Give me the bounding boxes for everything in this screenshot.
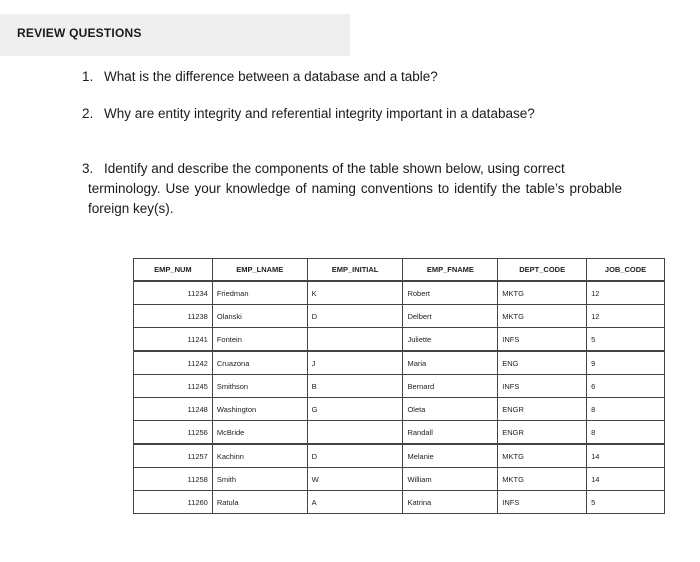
table-row: [134, 444, 665, 468]
table-cell: 12: [587, 281, 665, 305]
table-cell: [307, 328, 403, 352]
table-cell: MKTG: [498, 305, 587, 328]
table-cell: [307, 421, 403, 445]
table-cell: 5: [587, 491, 665, 514]
table-cell: Oleta: [403, 398, 498, 421]
table-cell: 11248: [134, 398, 213, 421]
table-cell: Maria: [403, 351, 498, 375]
table-cell: Fontein: [212, 328, 307, 352]
table-cell: D: [307, 305, 403, 328]
table-cell: MKTG: [498, 468, 587, 491]
table-row: [134, 491, 665, 514]
table-cell: 11257: [134, 444, 213, 468]
table-cell: 12: [587, 305, 665, 328]
column-header: EMP_FNAME: [403, 259, 498, 282]
table-cell: INFS: [498, 328, 587, 352]
question-1: [82, 67, 438, 87]
table-cell: Ratula: [212, 491, 307, 514]
table-row: [134, 351, 665, 375]
table-cell: Robert: [403, 281, 498, 305]
table-cell: G: [307, 398, 403, 421]
table-cell: 8: [587, 398, 665, 421]
table-cell: J: [307, 351, 403, 375]
table-cell: William: [403, 468, 498, 491]
table-cell: K: [307, 281, 403, 305]
table-cell: 5: [587, 328, 665, 352]
table-cell: 11241: [134, 328, 213, 352]
table-row: [134, 281, 665, 305]
table-cell: 11260: [134, 491, 213, 514]
table-row: [134, 375, 665, 398]
column-header: EMP_INITIAL: [307, 259, 403, 282]
table-cell: Smith: [212, 468, 307, 491]
table-header-row: [134, 259, 665, 282]
table-cell: INFS: [498, 375, 587, 398]
column-header: DEPT_CODE: [498, 259, 587, 282]
table-row: [134, 328, 665, 352]
table-cell: 14: [587, 468, 665, 491]
table-cell: Smithson: [212, 375, 307, 398]
table-cell: McBride: [212, 421, 307, 445]
table-row: [134, 421, 665, 445]
table-cell: INFS: [498, 491, 587, 514]
table-cell: Melanie: [403, 444, 498, 468]
question-number: 2.: [82, 106, 94, 121]
table-cell: W: [307, 468, 403, 491]
table-cell: ENG: [498, 351, 587, 375]
question-text-line1: 3. Identify and describe the components of the table shown below, using correct: [82, 159, 622, 179]
table-cell: Juliette: [403, 328, 498, 352]
question-text: What is the difference between a database and a table?: [104, 69, 438, 84]
column-header: EMP_NUM: [134, 259, 213, 282]
table-cell: B: [307, 375, 403, 398]
question-number: 1.: [82, 69, 94, 84]
table-cell: D: [307, 444, 403, 468]
table-cell: Katrina: [403, 491, 498, 514]
table-cell: 11242: [134, 351, 213, 375]
table-cell: 9: [587, 351, 665, 375]
table-cell: Cruazona: [212, 351, 307, 375]
table-cell: 11234: [134, 281, 213, 305]
table-cell: 11256: [134, 421, 213, 445]
table-cell: 8: [587, 421, 665, 445]
table-row: [134, 398, 665, 421]
table-cell: 11238: [134, 305, 213, 328]
table-cell: Kachinn: [212, 444, 307, 468]
table-cell: Delbert: [403, 305, 498, 328]
question-number: 3.: [82, 161, 94, 176]
table-cell: ENGR: [498, 421, 587, 445]
table-cell: 11258: [134, 468, 213, 491]
table-cell: ENGR: [498, 398, 587, 421]
table-cell: MKTG: [498, 444, 587, 468]
table-cell: Olanski: [212, 305, 307, 328]
table-cell: Friedman: [212, 281, 307, 305]
table-cell: A: [307, 491, 403, 514]
table-cell: Bernard: [403, 375, 498, 398]
table-cell: 11245: [134, 375, 213, 398]
column-header: JOB_CODE: [587, 259, 665, 282]
column-header: EMP_LNAME: [212, 259, 307, 282]
table-row: [134, 468, 665, 491]
table-cell: Randall: [403, 421, 498, 445]
table-cell: Washington: [212, 398, 307, 421]
table-cell: 14: [587, 444, 665, 468]
question-text-rest: terminology. Use your knowledge of naming conventions to identify the table’s probable foreign key(s).: [88, 181, 622, 216]
section-title: REVIEW QUESTIONS: [17, 26, 142, 40]
table-cell: 6: [587, 375, 665, 398]
question-text: Why are entity integrity and referential integrity important in a database?: [104, 106, 535, 121]
question-3: [82, 159, 622, 219]
table-cell: MKTG: [498, 281, 587, 305]
table-row: [134, 305, 665, 328]
question-2: [82, 104, 535, 124]
employee-table: [133, 258, 665, 514]
